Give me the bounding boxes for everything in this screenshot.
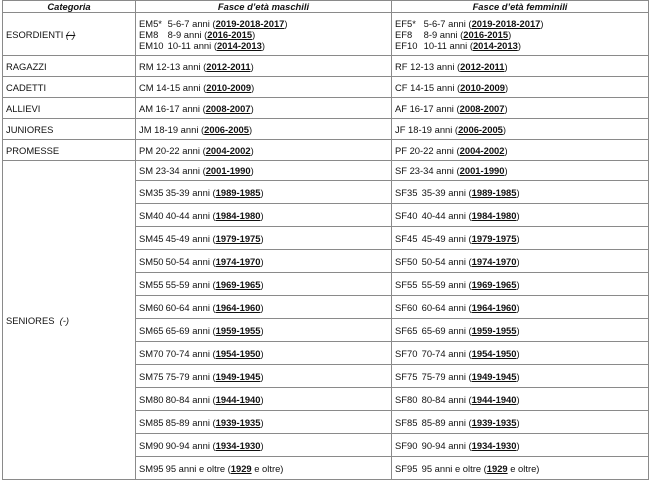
cell-female: JF 18-19 anni (2006-2005): [392, 119, 649, 140]
band-suffix: e oltre: [510, 462, 537, 474]
band-years: 2004-2002: [205, 144, 251, 156]
band-ages: 10-11 anni: [167, 39, 212, 51]
band-suffix: e oltre: [254, 462, 281, 474]
cell-male: SM95 95 anni e oltre (1929 e oltre): [136, 457, 392, 480]
cell-male: SM65 65-69 anni (1959-1955): [136, 319, 392, 342]
band-code: SF50: [395, 255, 418, 267]
band-years: 1954-1950: [471, 347, 517, 359]
band-ages: CM 14-15 anni: [139, 81, 201, 93]
header-maschili: Fasce d’età maschili: [136, 1, 392, 13]
table-row: [3, 77, 649, 98]
band-ages: JM 18-19 anni: [139, 123, 199, 135]
band-code: SM80: [139, 393, 164, 405]
band-years: 1959-1955: [215, 324, 261, 336]
band-ages: 60-64 anni: [421, 301, 466, 313]
cell-male: CM 14-15 anni (2010-2009): [136, 77, 392, 98]
band-ages: 95 anni e oltre: [165, 462, 226, 474]
cell-category: [3, 98, 136, 119]
cell-category: [3, 119, 136, 140]
header-row: [3, 1, 649, 13]
age-band: EF10 10-11 anni (2014-2013): [395, 39, 521, 51]
band-code: SM45: [139, 232, 164, 244]
cell-female: SF65 65-69 anni (1959-1955): [392, 319, 649, 342]
category-note: (-): [65, 28, 76, 40]
band-ages: 70-74 anni: [421, 347, 466, 359]
band-ages: AM 16-17 anni: [139, 102, 200, 114]
cell-male: [136, 13, 392, 56]
band-years: 1989-1985: [471, 186, 517, 198]
band-ages: PF 20-22 anni: [395, 144, 454, 156]
band-ages: 75-79 anni: [421, 370, 466, 382]
band-code: SM40: [139, 209, 164, 221]
band-code: EM10: [139, 39, 164, 51]
band-code: SF55: [395, 278, 418, 290]
band-ages: JF 18-19 anni: [395, 123, 453, 135]
band-code: SF95: [395, 462, 418, 474]
band-years: 1939-1935: [215, 416, 261, 428]
band-code: SM85: [139, 416, 164, 428]
band-years: 2006-2005: [204, 123, 249, 135]
category-label: JUNIORES: [6, 123, 54, 135]
table-row: [3, 140, 649, 161]
band-ages: 5-6-7 anni: [167, 17, 210, 29]
band-years: 1964-1960: [471, 301, 517, 313]
band-code: SF75: [395, 370, 418, 382]
band-years: 2008-2007: [459, 102, 505, 114]
cell-female: SF60 60-64 anni (1964-1960): [392, 296, 649, 319]
cell-female: SF55 55-59 anni (1969-1965): [392, 273, 649, 296]
band-years: 1969-1965: [471, 278, 517, 290]
cell-category: [3, 140, 136, 161]
band-ages: 60-64 anni: [165, 301, 210, 313]
band-ages: 70-74 anni: [165, 347, 210, 359]
band-ages: 35-39 anni: [421, 186, 466, 198]
band-ages: PM 20-22 anni: [139, 144, 200, 156]
cell-female: SF40 40-44 anni (1984-1980): [392, 204, 649, 227]
band-code: SF45: [395, 232, 418, 244]
cell-male: RM 12-13 anni (2012-2011): [136, 56, 392, 77]
band-years: 2012-2011: [206, 60, 251, 72]
cell-male: PM 20-22 anni (2004-2002): [136, 140, 392, 161]
band-ages: 45-49 anni: [165, 232, 210, 244]
category-label: CADETTI: [6, 81, 47, 93]
cell-female: SF70 70-74 anni (1954-1950): [392, 342, 649, 365]
band-ages: 80-84 anni: [165, 393, 210, 405]
band-ages: 75-79 anni: [165, 370, 210, 382]
cell-female: SF50 50-54 anni (1974-1970): [392, 250, 649, 273]
band-ages: 85-89 anni: [165, 416, 210, 428]
cell-female: SF85 85-89 anni (1939-1935): [392, 411, 649, 434]
cell-male: SM35 35-39 anni (1989-1985): [136, 181, 392, 204]
band-ages: RF 12-13 anni: [395, 60, 455, 72]
band-code: EM8: [139, 28, 159, 40]
band-ages: 65-69 anni: [165, 324, 210, 336]
band-years: 1964-1960: [215, 301, 261, 313]
band-code: SM50: [139, 255, 164, 267]
band-years: 2001-1990: [205, 165, 251, 176]
cell-category: [3, 77, 136, 98]
age-band: EM10 10-11 anni (2014-2013): [139, 39, 265, 51]
band-code: SF65: [395, 324, 418, 336]
age-band: EM5* 5-6-7 anni (2019-2018-2017): [139, 17, 288, 29]
table-row: [3, 98, 649, 119]
band-years: 2014-2013: [216, 39, 262, 51]
band-ages: 90-94 anni: [165, 439, 210, 451]
category-note: (-): [59, 314, 70, 326]
band-years: 2008-2007: [205, 102, 251, 114]
band-code: SM75: [139, 370, 164, 382]
category-label: SENIORES: [6, 314, 55, 326]
band-ages: 8-9 anni: [423, 28, 458, 40]
band-code: SF60: [395, 301, 418, 313]
age-categories-table: [2, 0, 649, 480]
cell-female: SF90 90-94 anni (1934-1930): [392, 434, 649, 457]
band-ages: AF 16-17 anni: [395, 102, 454, 114]
cell-female: PF 20-22 anni (2004-2002): [392, 140, 649, 161]
band-code: SF80: [395, 393, 418, 405]
header-femminili: Fasce d’età femminili: [392, 1, 649, 13]
cell-female: SF35 35-39 anni (1989-1985): [392, 181, 649, 204]
band-code: EM5*: [139, 17, 162, 29]
band-code: SM95: [139, 462, 164, 474]
band-years: 1934-1930: [471, 439, 517, 451]
table-row: [3, 56, 649, 77]
band-ages: 90-94 anni: [421, 439, 466, 451]
band-ages: 50-54 anni: [165, 255, 210, 267]
band-ages: 55-59 anni: [421, 278, 466, 290]
cell-male: SM70 70-74 anni (1954-1950): [136, 342, 392, 365]
band-code: SF40: [395, 209, 418, 221]
category-label: RAGAZZI: [6, 60, 47, 72]
band-years: 1989-1985: [215, 186, 261, 198]
band-ages: 8-9 anni: [167, 28, 202, 40]
band-ages: 65-69 anni: [421, 324, 466, 336]
band-ages: RM 12-13 anni: [139, 60, 201, 72]
band-code: SM55: [139, 278, 164, 290]
band-years: 1959-1955: [471, 324, 517, 336]
category-label: ALLIEVI: [6, 102, 41, 114]
band-years: 1944-1940: [471, 393, 517, 405]
cell-male: SM55 55-59 anni (1969-1965): [136, 273, 392, 296]
band-ages: 45-49 anni: [421, 232, 466, 244]
category-label: PROMESSE: [6, 144, 60, 156]
band-years: 2012-2011: [460, 60, 505, 72]
cell-male: AM 16-17 anni (2008-2007): [136, 98, 392, 119]
table-row: [3, 119, 649, 140]
cell-male: SM90 90-94 anni (1934-1930): [136, 434, 392, 457]
band-code: SM60: [139, 301, 164, 313]
band-ages: SF 23-34 anni: [395, 165, 454, 176]
band-years: 2019-2018-2017: [215, 17, 285, 29]
cell-category: [3, 13, 136, 56]
band-code: SF35: [395, 186, 418, 198]
band-years: 2006-2005: [458, 123, 503, 135]
band-ages: 5-6-7 anni: [423, 17, 466, 29]
band-years: 1949-1945: [215, 370, 261, 382]
cell-male: SM75 75-79 anni (1949-1945): [136, 365, 392, 388]
cell-female: SF 23-34 anni (2001-1990): [392, 161, 649, 181]
band-code: EF5*: [395, 17, 416, 29]
band-years: 2016-2015: [207, 28, 253, 40]
band-ages: CF 14-15 anni: [395, 81, 455, 93]
band-years: 1949-1945: [471, 370, 517, 382]
cell-female: [392, 13, 649, 56]
band-code: SM90: [139, 439, 164, 451]
cell-category: [3, 161, 136, 480]
band-ages: 55-59 anni: [165, 278, 210, 290]
cell-male: SM60 60-64 anni (1964-1960): [136, 296, 392, 319]
cell-female: SF45 45-49 anni (1979-1975): [392, 227, 649, 250]
cell-male: SM50 50-54 anni (1974-1970): [136, 250, 392, 273]
cell-male: SM85 85-89 anni (1939-1935): [136, 411, 392, 434]
band-years: 1974-1970: [471, 255, 517, 267]
band-code: EF10: [395, 39, 418, 51]
band-years: 1939-1935: [471, 416, 517, 428]
band-years: 2014-2013: [472, 39, 518, 51]
age-band: EF5* 5-6-7 anni (2019-2018-2017): [395, 17, 544, 29]
band-years: 1979-1975: [471, 232, 517, 244]
band-ages: 50-54 anni: [421, 255, 466, 267]
cell-female: SF95 95 anni e oltre (1929 e oltre): [392, 457, 649, 480]
band-ages: 10-11 anni: [423, 39, 468, 51]
band-code: SM70: [139, 347, 164, 359]
band-ages: 40-44 anni: [421, 209, 466, 221]
band-years: 1984-1980: [215, 209, 261, 221]
header-categoria: Categoria: [3, 1, 136, 13]
band-years: 1954-1950: [215, 347, 261, 359]
cell-female: RF 12-13 anni (2012-2011): [392, 56, 649, 77]
age-band: EM8 8-9 anni (2016-2015): [139, 28, 256, 40]
band-years: 1974-1970: [215, 255, 261, 267]
band-code: SM65: [139, 324, 164, 336]
band-years: 2010-2009: [206, 81, 252, 93]
cell-female: AF 16-17 anni (2008-2007): [392, 98, 649, 119]
age-band: EF8 8-9 anni (2016-2015): [395, 28, 512, 40]
band-years: 1984-1980: [471, 209, 517, 221]
cell-male: SM40 40-44 anni (1984-1980): [136, 204, 392, 227]
band-years: 2004-2002: [459, 144, 505, 156]
band-years: 1929: [486, 462, 508, 474]
row-esordienti: [3, 13, 649, 56]
band-years: 1929: [230, 462, 252, 474]
band-years: 2019-2018-2017: [471, 17, 541, 29]
band-ages: 80-84 anni: [421, 393, 466, 405]
band-ages: 85-89 anni: [421, 416, 466, 428]
cell-category: [3, 56, 136, 77]
category-label: ESORDIENTI: [6, 28, 64, 40]
cell-male: JM 18-19 anni (2006-2005): [136, 119, 392, 140]
band-ages: 35-39 anni: [165, 186, 210, 198]
cell-female: CF 14-15 anni (2010-2009): [392, 77, 649, 98]
cell-male: SM80 80-84 anni (1944-1940): [136, 388, 392, 411]
band-code: EF8: [395, 28, 413, 40]
band-years: 1944-1940: [215, 393, 261, 405]
band-years: 1979-1975: [215, 232, 261, 244]
table-row: [3, 161, 649, 181]
cell-male: SM45 45-49 anni (1979-1975): [136, 227, 392, 250]
band-code: SF85: [395, 416, 418, 428]
band-ages: 95 anni e oltre: [421, 462, 482, 474]
band-code: SF90: [395, 439, 418, 451]
cell-female: SF75 75-79 anni (1949-1945): [392, 365, 649, 388]
band-years: 2016-2015: [463, 28, 509, 40]
band-code: SF70: [395, 347, 418, 359]
cell-female: SF80 80-84 anni (1944-1940): [392, 388, 649, 411]
band-years: 1969-1965: [215, 278, 261, 290]
cell-male: SM 23-34 anni (2001-1990): [136, 161, 392, 181]
band-code: SM35: [139, 186, 164, 198]
band-years: 1934-1930: [215, 439, 261, 451]
band-years: 2010-2009: [460, 81, 505, 93]
band-years: 2001-1990: [459, 165, 505, 176]
band-ages: SM 23-34 anni: [139, 165, 200, 176]
band-ages: 40-44 anni: [165, 209, 210, 221]
